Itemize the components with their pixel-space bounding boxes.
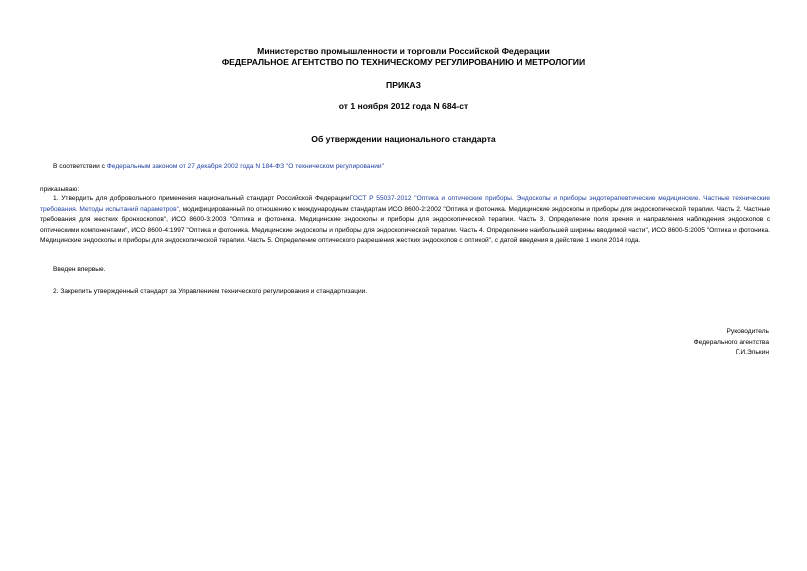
item-1-rest: , модифицированный по отношению к международным стандартам ИСО 8600-2:2002 "Оптика и фотоника. Медицинские эндоскопы и приборы для эндоскопической терапии. Часть 2. Частные требования для жестких бронхоскопов", ИСО 8600-3:2003 "Оптика и фотоника. Медицинские эндоскопы и приборы для эндоскопической терапии. Часть 3. Определение поля зрения и направления наблюдения эндоскопов с оптическими компонентами", ИСО 8600-4:1997 "Оптика и фотоника. Медицинские эндоскопы и приборы для эндоскопической терапии. Часть 4. Определение наибольшей ширины вводимой части", ИСО 8600-5:2005 "Оптика и фотоника. Медицинские эндоскопы и приборы для эндоскопической терапии. Часть 5. Определение оптического разрешения жестких эндоскопов с оптикой", с датой введения в действие 1 июля 2014 года.: [40, 205, 771, 244]
item-1: [40, 194, 770, 247]
doc-type: ПРИКАЗ: [386, 80, 421, 90]
gost-link[interactable]: ГОСТ Р 55037-2012 "Оптика и оптические приборы. Эндоскопы и приборы эндотерапевтические медицинские. Частные технические требования. Методы испытаний параметров": [40, 195, 770, 213]
preamble: [53, 162, 384, 173]
agency-name: ФЕДЕРАЛЬНОЕ АГЕНТСТВО ПО ТЕХНИЧЕСКОМУ РЕГУЛИРОВАНИЮ И МЕТРОЛОГИИ: [221, 57, 586, 67]
introduced-note: Введен впервые.: [53, 266, 106, 273]
item-2: 2. Закрепить утвержденный стандарт за Управлением технического регулирования и стандартизации.: [53, 288, 368, 295]
signature-agency: Федерального агентства: [693, 338, 769, 346]
signature-title: Руководитель: [726, 328, 769, 335]
ministry-name: Министерство промышленности и торговли Российской Федерации: [257, 46, 550, 56]
doc-date-number: от 1 ноября 2012 года N 684-ст: [338, 101, 469, 111]
document-header: [0, 46, 807, 68]
federal-law-link[interactable]: Федеральным законом от 27 декабря 2002 года N 184-ФЗ "О техническом регулировании": [106, 163, 384, 170]
item-1-prefix: 1. Утвердить для добровольного применения национальный стандарт Российской Федерации: [53, 195, 350, 202]
signature-name: Г.И.Элькин: [735, 349, 769, 356]
signature-block: [694, 327, 769, 359]
doc-subject: Об утверждении национального стандарта: [311, 134, 496, 144]
preamble-prefix: В соответствии с: [53, 163, 107, 170]
order-word: приказываю:: [40, 186, 80, 193]
